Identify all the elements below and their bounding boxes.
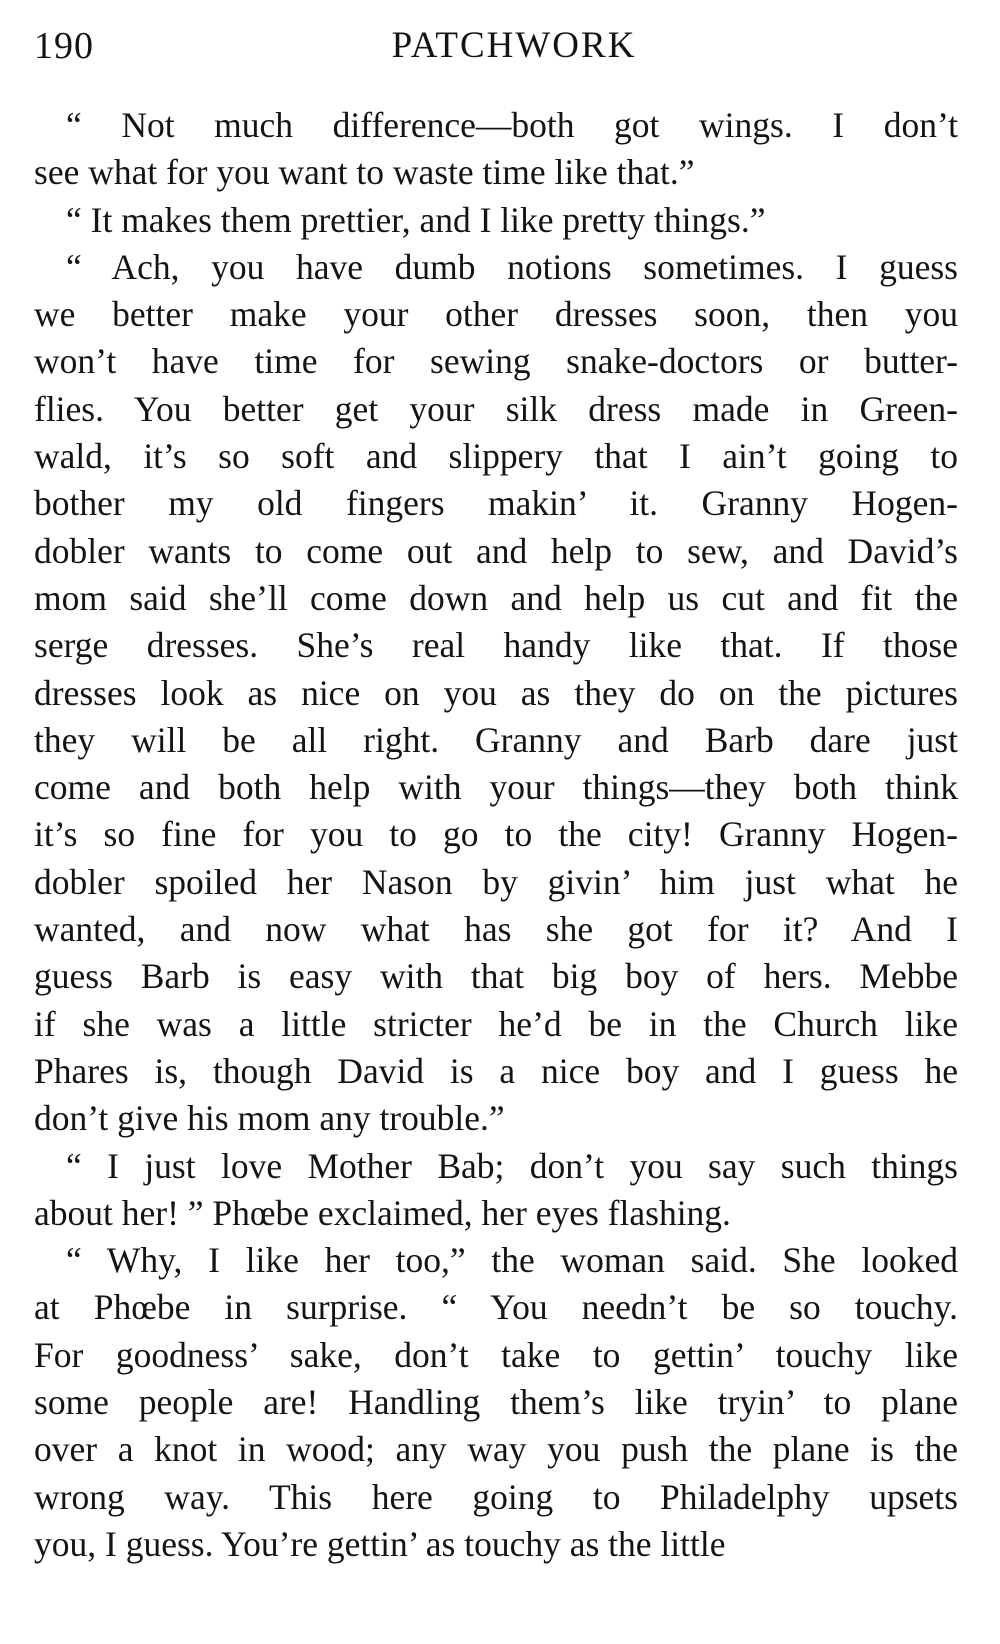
text-line: dobler spoiled her Nason by givin’ him just what he	[34, 861, 958, 902]
text-line: wald, it’s so soft and slippery that I ain’t going to	[34, 436, 958, 477]
page-number: 190	[34, 25, 94, 67]
text-line: flies. You better get your silk dress made in Green-	[34, 388, 958, 429]
paragraph	[34, 1237, 958, 1568]
paragraph	[34, 197, 958, 244]
paragraph	[34, 1143, 958, 1238]
text-line: some people are! Handling them’s like tryin’ to plane	[34, 1382, 958, 1423]
text-line: over a knot in wood; any way you push the plane is the	[34, 1429, 958, 1470]
text-line: if she was a little stricter he’d be in the Church like	[34, 1003, 958, 1044]
text-line: “ It makes them prettier, and I like pretty things.”	[66, 199, 766, 240]
text-line: Phares is, though David is a nice boy and I guess he	[34, 1050, 958, 1091]
text-line: we better make your other dresses soon, then you	[34, 294, 958, 335]
text-line: “ Ach, you have dumb notions sometimes. I guess	[66, 246, 958, 287]
paragraph	[34, 244, 958, 1143]
body-text	[34, 102, 958, 1568]
text-line: serge dresses. She’s real handy like that. If those	[34, 625, 958, 666]
text-line: wanted, and now what has she got for it? And I	[34, 909, 958, 950]
text-line: wrong way. This here going to Philadelphy upsets	[34, 1476, 958, 1517]
text-line: won’t have time for sewing snake-doctors or butter-	[34, 341, 958, 382]
text-line: “ Not much difference—both got wings. I don’t	[66, 105, 958, 145]
text-line: it’s so fine for you to go to the city! Granny Hogen-	[34, 814, 958, 855]
text-line: bother my old fingers makin’ it. Granny Hogen-	[34, 483, 958, 524]
text-line: see what for you want to waste time like that.”	[34, 152, 695, 193]
text-line: guess Barb is easy with that big boy of hers. Mebbe	[34, 956, 958, 997]
page-header	[34, 24, 954, 74]
text-line: about her! ” Phœbe exclaimed, her eyes flashing.	[34, 1192, 731, 1233]
text-line: mom said she’ll come down and help us cut and fit the	[34, 577, 958, 618]
paragraph	[34, 102, 958, 197]
text-line: For goodness’ sake, don’t take to gettin’ touchy like	[34, 1334, 958, 1375]
text-line: don’t give his mom any trouble.”	[34, 1098, 505, 1139]
text-line: you, I guess. You’re gettin’ as touchy as the little	[34, 1523, 726, 1564]
running-head: PATCHWORK	[391, 25, 637, 66]
text-line: dresses look as nice on you as they do on the pictures	[34, 672, 958, 713]
text-line: come and both help with your things—they both think	[34, 767, 958, 808]
text-line: “ I just love Mother Bab; don’t you say such things	[66, 1145, 958, 1186]
text-line: at Phœbe in surprise. “ You needn’t be so touchy.	[34, 1287, 958, 1328]
text-line: they will be all right. Granny and Barb dare just	[34, 719, 958, 760]
text-line: “ Why, I like her too,” the woman said. She looked	[66, 1240, 958, 1281]
text-line: dobler wants to come out and help to sew, and David’s	[34, 530, 958, 571]
